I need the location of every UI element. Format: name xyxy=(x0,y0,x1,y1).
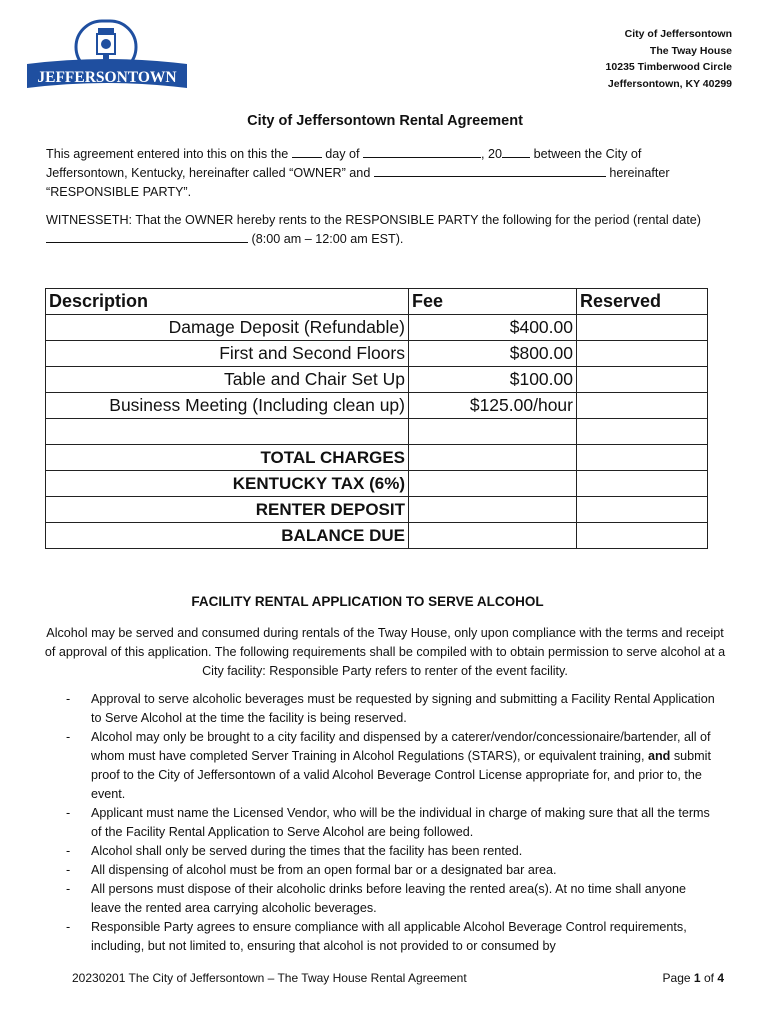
address-line-1: City of Jeffersontown xyxy=(624,28,732,40)
list-item xyxy=(66,690,716,728)
kentucky-tax-value[interactable] xyxy=(409,471,577,497)
agreement-paragraph xyxy=(46,145,722,202)
kentucky-tax-reserved xyxy=(577,471,708,497)
logo-text: JEFFERSONTOWN xyxy=(37,69,177,86)
document-title: City of Jeffersontown Rental Agreement xyxy=(247,113,523,129)
requirement-text: Alcohol may only be brought to a city facility and dispensed by a caterer/vendor/concessionaire/bartender, all of whom must have completed Server Training in Alcohol Regulations (STARS), or equivalent training, xyxy=(91,730,711,763)
header-description: Description xyxy=(46,289,409,315)
lantern-light-icon xyxy=(101,39,111,49)
header-fee: Fee xyxy=(409,289,577,315)
row-description: Table and Chair Set Up xyxy=(46,367,409,393)
renter-deposit-row xyxy=(46,497,708,523)
agreement-text-1: This agreement entered into this on this the xyxy=(46,147,289,161)
table-row-empty xyxy=(46,419,708,445)
row-reserved[interactable] xyxy=(577,315,708,341)
dash-bullet: - xyxy=(66,920,71,934)
total-charges-reserved xyxy=(577,445,708,471)
table-row xyxy=(46,367,708,393)
year-blank[interactable] xyxy=(502,145,530,158)
kentucky-tax-label: KENTUCKY TAX (6%) xyxy=(46,471,409,497)
dash-bullet: - xyxy=(66,806,71,820)
kentucky-tax-row xyxy=(46,471,708,497)
row-reserved[interactable] xyxy=(577,341,708,367)
row-reserved[interactable] xyxy=(577,367,708,393)
total-charges-row xyxy=(46,445,708,471)
empty-cell xyxy=(577,419,708,445)
requirement-text: All dispensing of alcohol must be from an open formal bar or a designated bar area. xyxy=(91,863,557,877)
requirement-text: Approval to serve alcoholic beverages must be requested by signing and submitting a Facility Rental Application to Serve Alcohol at the time the facility is being reserved. xyxy=(91,692,715,725)
row-description: First and Second Floors xyxy=(46,341,409,367)
footer-document-id: 20230201 The City of Jeffersontown – The Tway House Rental Agreement xyxy=(72,971,467,985)
responsible-party-blank[interactable] xyxy=(374,164,606,177)
footer-page-number xyxy=(663,971,724,985)
row-fee: $125.00/hour xyxy=(409,393,577,419)
row-description: Business Meeting (Including clean up) xyxy=(46,393,409,419)
agreement-text-2: day of xyxy=(325,147,360,161)
requirement-text: Responsible Party agrees to ensure compliance with all applicable Alcohol Beverage Control requirements, including, but not limited to, ensuring that alcohol is not provided to or consumed by xyxy=(91,920,687,953)
list-item xyxy=(66,861,716,880)
header-reserved: Reserved xyxy=(577,289,708,315)
dash-bullet: - xyxy=(66,882,71,896)
requirement-emphasis: and xyxy=(647,749,671,763)
requirement-text: Applicant must name the Licensed Vendor, who will be the individual in charge of making sure that all the terms of the Facility Rental Application to Serve Alcohol are being followed. xyxy=(91,806,710,839)
row-fee: $100.00 xyxy=(409,367,577,393)
page-of: of xyxy=(703,971,714,985)
empty-cell xyxy=(46,419,409,445)
list-item xyxy=(66,918,716,956)
dash-bullet: - xyxy=(66,692,71,706)
table-row xyxy=(46,393,708,419)
address-line-4: Jeffersontown, KY 40299 xyxy=(607,77,732,90)
requirement-text: All persons must dispose of their alcoholic drinks before leaving the rented area(s). At no time shall anyone leave the rented area carrying alcoholic beverages. xyxy=(91,882,687,915)
table-header-row xyxy=(46,289,708,315)
requirements-list xyxy=(66,690,716,956)
day-blank[interactable] xyxy=(292,145,322,158)
total-charges-value[interactable] xyxy=(409,445,577,471)
witness-text-2: (8:00 am – 12:00 am EST). xyxy=(251,232,404,246)
month-blank[interactable] xyxy=(363,145,481,158)
page-current: 1 xyxy=(693,971,701,985)
page-total: 4 xyxy=(717,971,724,985)
address-block xyxy=(606,26,732,92)
row-description: Damage Deposit (Refundable) xyxy=(46,315,409,341)
address-line-3: 10235 Timberwood Circle xyxy=(605,61,732,73)
list-item xyxy=(66,728,716,804)
page-prefix: Page xyxy=(662,971,691,985)
address-line-2: The Tway House xyxy=(649,44,732,57)
alcohol-section-title: FACILITY RENTAL APPLICATION TO SERVE ALCOHOL xyxy=(191,594,544,609)
jeffersontown-logo xyxy=(24,18,190,94)
dash-bullet: - xyxy=(66,730,71,744)
witness-text-1: WITNESSETH: That the OWNER hereby rents to the RESPONSIBLE PARTY the following for the period (rental date) xyxy=(46,213,701,227)
list-item xyxy=(66,842,716,861)
balance-due-label: BALANCE DUE xyxy=(46,523,409,549)
requirement-text: Alcohol shall only be served during the times that the facility has been rented. xyxy=(91,844,523,858)
balance-due-value[interactable] xyxy=(409,523,577,549)
renter-deposit-reserved xyxy=(577,497,708,523)
rental-date-blank[interactable] xyxy=(46,230,248,243)
dash-bullet: - xyxy=(66,863,71,877)
agreement-text-5: hereinafter “RESPONSIBLE PARTY”. xyxy=(46,166,670,199)
renter-deposit-label: RENTER DEPOSIT xyxy=(46,497,409,523)
empty-cell xyxy=(409,419,577,445)
row-fee: $800.00 xyxy=(409,341,577,367)
table-row xyxy=(46,315,708,341)
row-reserved[interactable] xyxy=(577,393,708,419)
renter-deposit-value[interactable] xyxy=(409,497,577,523)
agreement-text-4: between the City of Jeffersontown, Kentucky, hereinafter called “OWNER” and xyxy=(46,147,642,180)
table-row xyxy=(46,341,708,367)
list-item xyxy=(66,804,716,842)
balance-due-row xyxy=(46,523,708,549)
witness-paragraph xyxy=(46,211,722,249)
row-fee: $400.00 xyxy=(409,315,577,341)
alcohol-intro: Alcohol may be served and consumed during rentals of the Tway House, only upon compliance with the terms and receipt of approval of this application. The following requirements shall be compiled with to obtain permission to serve alcohol at a City facility: Responsible Party refers to renter of the event facility. xyxy=(44,626,726,678)
dash-bullet: - xyxy=(66,844,71,858)
balance-due-reserved xyxy=(577,523,708,549)
fee-table xyxy=(45,288,708,549)
list-item xyxy=(66,880,716,918)
total-charges-label: TOTAL CHARGES xyxy=(46,445,409,471)
agreement-text-3: , 20 xyxy=(481,147,503,161)
requirement-text: submit proof to the City of Jeffersontown of a valid Alcohol Beverage Control License appropriate for, and prior to, the event. xyxy=(91,749,711,801)
